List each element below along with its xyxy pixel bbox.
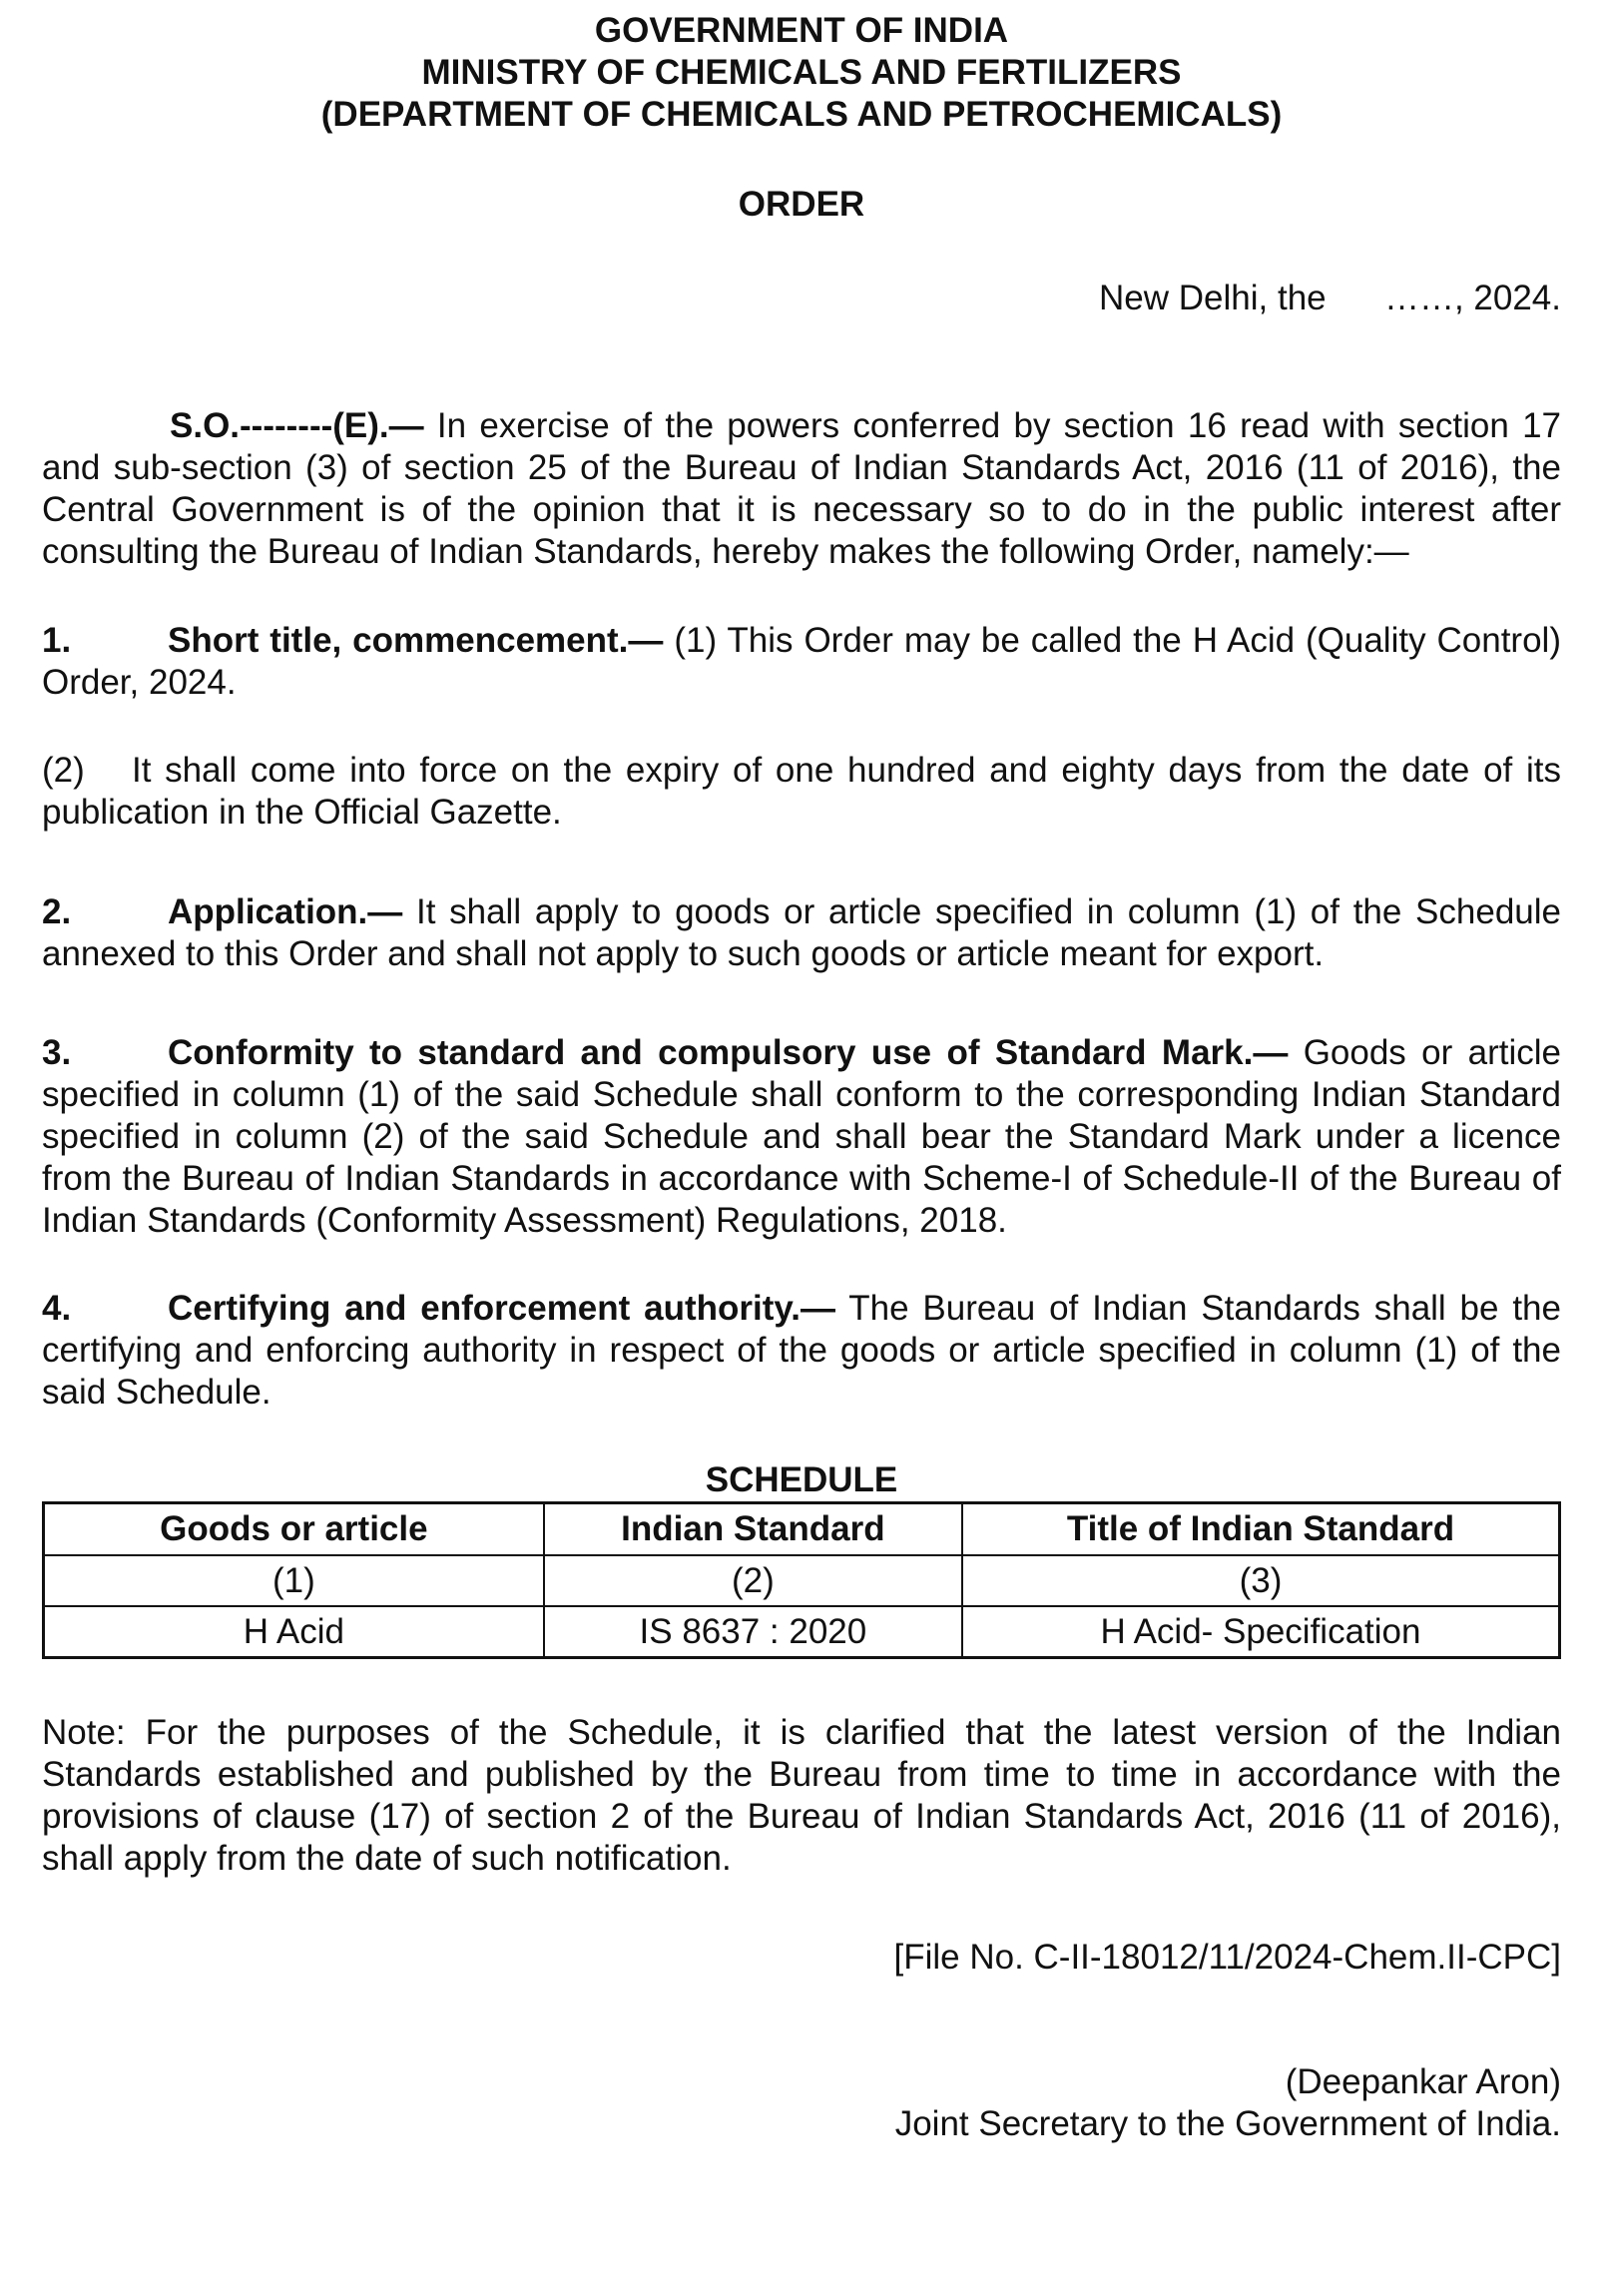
section-1-number: 1. <box>42 621 72 660</box>
section-3-conformity <box>42 1032 1561 1242</box>
signatory-name: (Deepankar Aron) <box>1285 2062 1561 2101</box>
goods-cell: H Acid <box>44 1606 544 1658</box>
column-number-2: (2) <box>544 1555 962 1606</box>
standard-title-cell: H Acid- Specification <box>962 1606 1560 1658</box>
section-2-title: Application.— <box>168 892 403 931</box>
section-3-number: 3. <box>42 1033 72 1072</box>
column-header-title: Title of Indian Standard <box>962 1503 1560 1556</box>
section-2-application <box>42 891 1561 975</box>
clause-1-2-number: (2) <box>42 751 85 790</box>
ministry-title: MINISTRY OF CHEMICALS AND FERTILIZERS <box>421 53 1182 92</box>
signature-block <box>42 2061 1561 2145</box>
document-header <box>42 10 1561 136</box>
preamble-text: In exercise of the powers conferred by section 16 read with section 17 and sub-section (3) of section 25 of the Bureau of Indian Standards Act, 2016 (11 of 2016), the Central Government is of the opinion that it is necessary so to do in the public interest after consulting the Bureau of Indian Standards, hereby makes the following Order, namely:— <box>42 406 1561 571</box>
schedule-note: Note: For the purposes of the Schedule, it is clarified that the latest version of the Indian Standards established and published by the Bureau from time to time in accordance with the provisions of clause (17) of section 2 of the Bureau of Indian Standards Act, 2016 (11 of 2016), shall apply from the date of such notification. <box>42 1713 1561 1878</box>
schedule-header-row <box>44 1503 1560 1556</box>
standard-cell: IS 8637 : 2020 <box>544 1606 962 1658</box>
section-4-authority <box>42 1288 1561 1414</box>
government-title: GOVERNMENT OF INDIA <box>594 11 1009 50</box>
column-number-3: (3) <box>962 1555 1560 1606</box>
order-heading: ORDER <box>738 185 865 224</box>
column-number-1: (1) <box>44 1555 544 1606</box>
section-1-text: (1) This Order may be called the H Acid (Quality Control) Order, 2024. <box>42 621 1561 702</box>
section-2-number: 2. <box>42 892 72 931</box>
column-number-row <box>44 1555 1560 1606</box>
section-4-title: Certifying and enforcement authority.— <box>168 1289 836 1328</box>
signatory-designation: Joint Secretary to the Government of India. <box>894 2104 1561 2143</box>
section-2-text: It shall apply to goods or article specified in column (1) of the Schedule annexed to this Order and shall not apply to such goods or article meant for export. <box>42 892 1561 973</box>
section-4-number: 4. <box>42 1289 72 1328</box>
column-header-standard: Indian Standard <box>544 1503 962 1556</box>
so-notification-number: S.O.--------(E).— <box>170 406 424 445</box>
section-3-title: Conformity to standard and compulsory use of Standard Mark.— <box>168 1033 1289 1072</box>
preamble-paragraph <box>42 405 1561 573</box>
schedule-data-row <box>44 1606 1560 1658</box>
section-4-text: The Bureau of Indian Standards shall be the certifying and enforcing authority in respect of the goods or article specified in column (1) of the said Schedule. <box>42 1289 1561 1412</box>
section-1-title: Short title, commencement.— <box>168 621 664 660</box>
department-title: (DEPARTMENT OF CHEMICALS AND PETROCHEMICALS) <box>320 95 1283 134</box>
file-number: [File No. C-II-18012/11/2024-Chem.II-CPC] <box>893 1938 1561 1977</box>
section-1-short-title <box>42 620 1561 704</box>
place-date-line: New Delhi, the ……, 2024. <box>1099 279 1561 317</box>
clause-1-2 <box>42 750 1561 834</box>
schedule-table <box>42 1501 1561 1659</box>
section-3-text: Goods or article specified in column (1) of the said Schedule shall conform to the corresponding Indian Standard specified in column (2) of the said Schedule and shall bear the Standard Mark under a licence from the Bureau of Indian Standards in accordance with Scheme-I of Schedule-II of the Bureau of Indian Standards (Conformity Assessment) Regulations, 2018. <box>42 1033 1561 1240</box>
schedule-heading: SCHEDULE <box>705 1460 898 1499</box>
clause-1-2-text: It shall come into force on the expiry of one hundred and eighty days from the date of its publication in the Official Gazette. <box>42 751 1561 832</box>
column-header-goods: Goods or article <box>44 1503 544 1556</box>
